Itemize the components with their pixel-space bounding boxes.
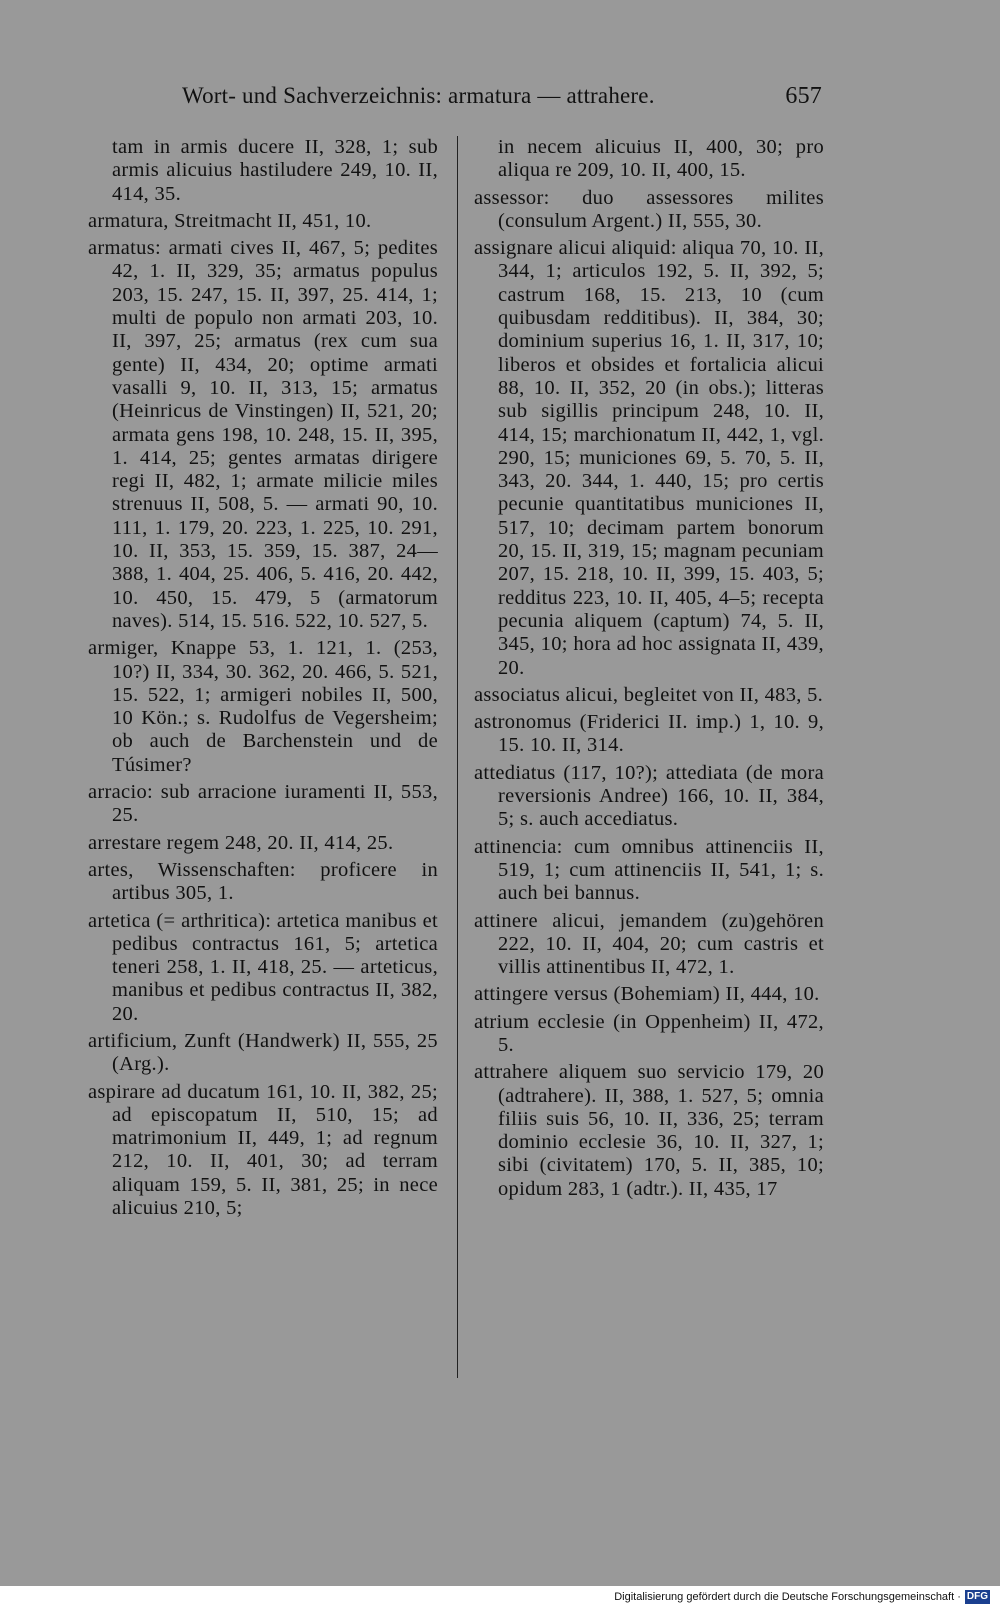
index-entry: attinencia: cum omnibus attinenciis II, 519, 1; cum attinenciis II, 541, 1; s. auch bei bannus.: [474, 835, 824, 905]
index-entry: arrestare regem 248, 20. II, 414, 25.: [88, 831, 394, 854]
page-number: 657: [785, 83, 822, 109]
index-entry: attingere versus (Bohemiam) II, 444, 10.: [474, 983, 820, 1006]
index-entry: atrium ecclesie (in Oppenheim) II, 472, 5.: [474, 1010, 824, 1056]
index-entry: artetica (= arthritica): artetica manibus et pedibus contractus 161, 5; artetica teneri 258, 1. II, 418, 25. — arteticus, manibus et pedibus contractus II, 382, 20.: [88, 909, 438, 1025]
index-entry: attrahere aliquem suo servicio 179, 20 (adtrahere). II, 388, 1. 527, 5; omnia filiis suis 56, 10. II, 336, 25; terram dominio ecclesie 36, 10. II, 327, 1; sibi (civitatem) 170, 5. II, 385, 10; opidum 283, 1 (adtr.). II, 435, 17: [474, 1061, 824, 1200]
index-entry: tam in armis ducere II, 328, 1; sub armis alicuius hastiludere 249, 10. II, 414, 35.: [112, 136, 438, 205]
index-entry: armiger, Knappe 53, 1. 121, 1. (253, 10?) II, 334, 30. 362, 20. 466, 5. 521, 15. 522, 1; armigeri nobiles II, 500, 10 Kön.; s. Rudolfus de Vegersheim; ob auch de Barchenstein und de Túsimer?: [88, 637, 438, 776]
index-entry: assignare alicui aliquid: aliqua 70, 10. II, 344, 1; articulos 192, 5. II, 392, 5; castrum 168, 15. 213, 10 (cum quibusdam redditibus). II, 384, 30; dominium superius 16, 1. II, 317, 10; liberos et obsides et fortalicia alicui 88, 10. II, 352, 20 (in obs.); litteras sub sigillis principum 248, 10. II, 414, 15; marchionatum II, 442, 1, vgl. 290, 15; municiones 69, 5. 70, 5. II, 343, 20. 344, 1. 440, 15; pro certis pecunie quantitatibus municiones II, 517, 10; decimam partem bonorum 20, 15. II, 319, 15; magnam pecuniam 207, 15. 218, 10. II, 399, 15. 403, 5; redditus 223, 10. II, 405, 4–5; recepta pecunia aliquem (captum) 74, 5. II, 345, 10; hora ad hoc assignata II, 439, 20.: [474, 237, 824, 679]
index-entry: associatus alicui, begleitet von II, 483, 5.: [474, 683, 824, 706]
index-entry: attediatus (117, 10?); attediata (de mora reversionis Andree) 166, 10. II, 384, 5; s. auch accediatus.: [474, 761, 824, 831]
index-entry: astronomus (Friderici II. imp.) 1, 10. 9, 15. 10. II, 314.: [474, 711, 824, 757]
digitization-footer: [614, 1588, 990, 1606]
index-entry: attinere alicui, jemandem (zu)gehören 222, 10. II, 404, 20; cum castris et villis attinentibus II, 472, 1.: [474, 909, 824, 979]
header-title: Wort- und Sachverzeichnis: armatura — attrahere.: [182, 83, 655, 108]
column-divider: [457, 136, 458, 1378]
index-entry: in necem alicuius II, 400, 30; pro aliqua re 209, 10. II, 400, 15.: [498, 136, 824, 182]
index-column-left: [88, 136, 438, 1224]
index-entry: assessor: duo assessores milites (consulum Argent.) II, 555, 30.: [474, 186, 824, 232]
dfg-logo: DFG: [966, 1591, 988, 1602]
running-header: [182, 80, 822, 112]
index-entry: artificium, Zunft (Handwerk) II, 555, 25 (Arg.).: [88, 1029, 438, 1076]
index-entry: aspirare ad ducatum 161, 10. II, 382, 25; ad episcopatum II, 510, 15; ad matrimonium II, 449, 1; ad regnum 212, 10. II, 401, 30; ad terram aliquam 159, 5. II, 381, 25; in nece alicuius 210, 5;: [88, 1080, 438, 1220]
index-column-right: [474, 136, 824, 1205]
index-entry: armatus: armati cives II, 467, 5; pedites 42, 1. II, 329, 35; armatus populus 203, 15. 247, 15. II, 397, 25. 414, 1; multi de populo non armati 203, 10. II, 397, 25; armatus (rex cum sua gente) II, 434, 20; optime armati vasalli 9, 10. II, 313, 15; armatus (Heinricus de Vinstingen) II, 521, 20; armata gens 198, 10. 248, 15. II, 395, 1. 414, 25; gentes armatas dirigere regi II, 482, 1; armate milicie miles strenuus II, 508, 5. — armati 90, 10. 111, 1. 179, 20. 223, 1. 225, 10. 291, 10. II, 353, 15. 359, 15. 387, 24—388, 1. 404, 25. 406, 5. 416, 20. 442, 10. 450, 15. 479, 5 (armatorum naves). 514, 15. 516. 522, 10. 527, 5.: [88, 237, 438, 632]
index-entry: artes, Wissenschaften: proficere in artibus 305, 1.: [88, 858, 438, 905]
index-entry: arracio: sub arracione iuramenti II, 553, 25.: [88, 781, 438, 827]
index-entry: armatura, Streitmacht II, 451, 10.: [88, 209, 372, 232]
footer-credit: Digitalisierung gefördert durch die Deutsche Forschungsgemeinschaft ·: [614, 1591, 961, 1603]
